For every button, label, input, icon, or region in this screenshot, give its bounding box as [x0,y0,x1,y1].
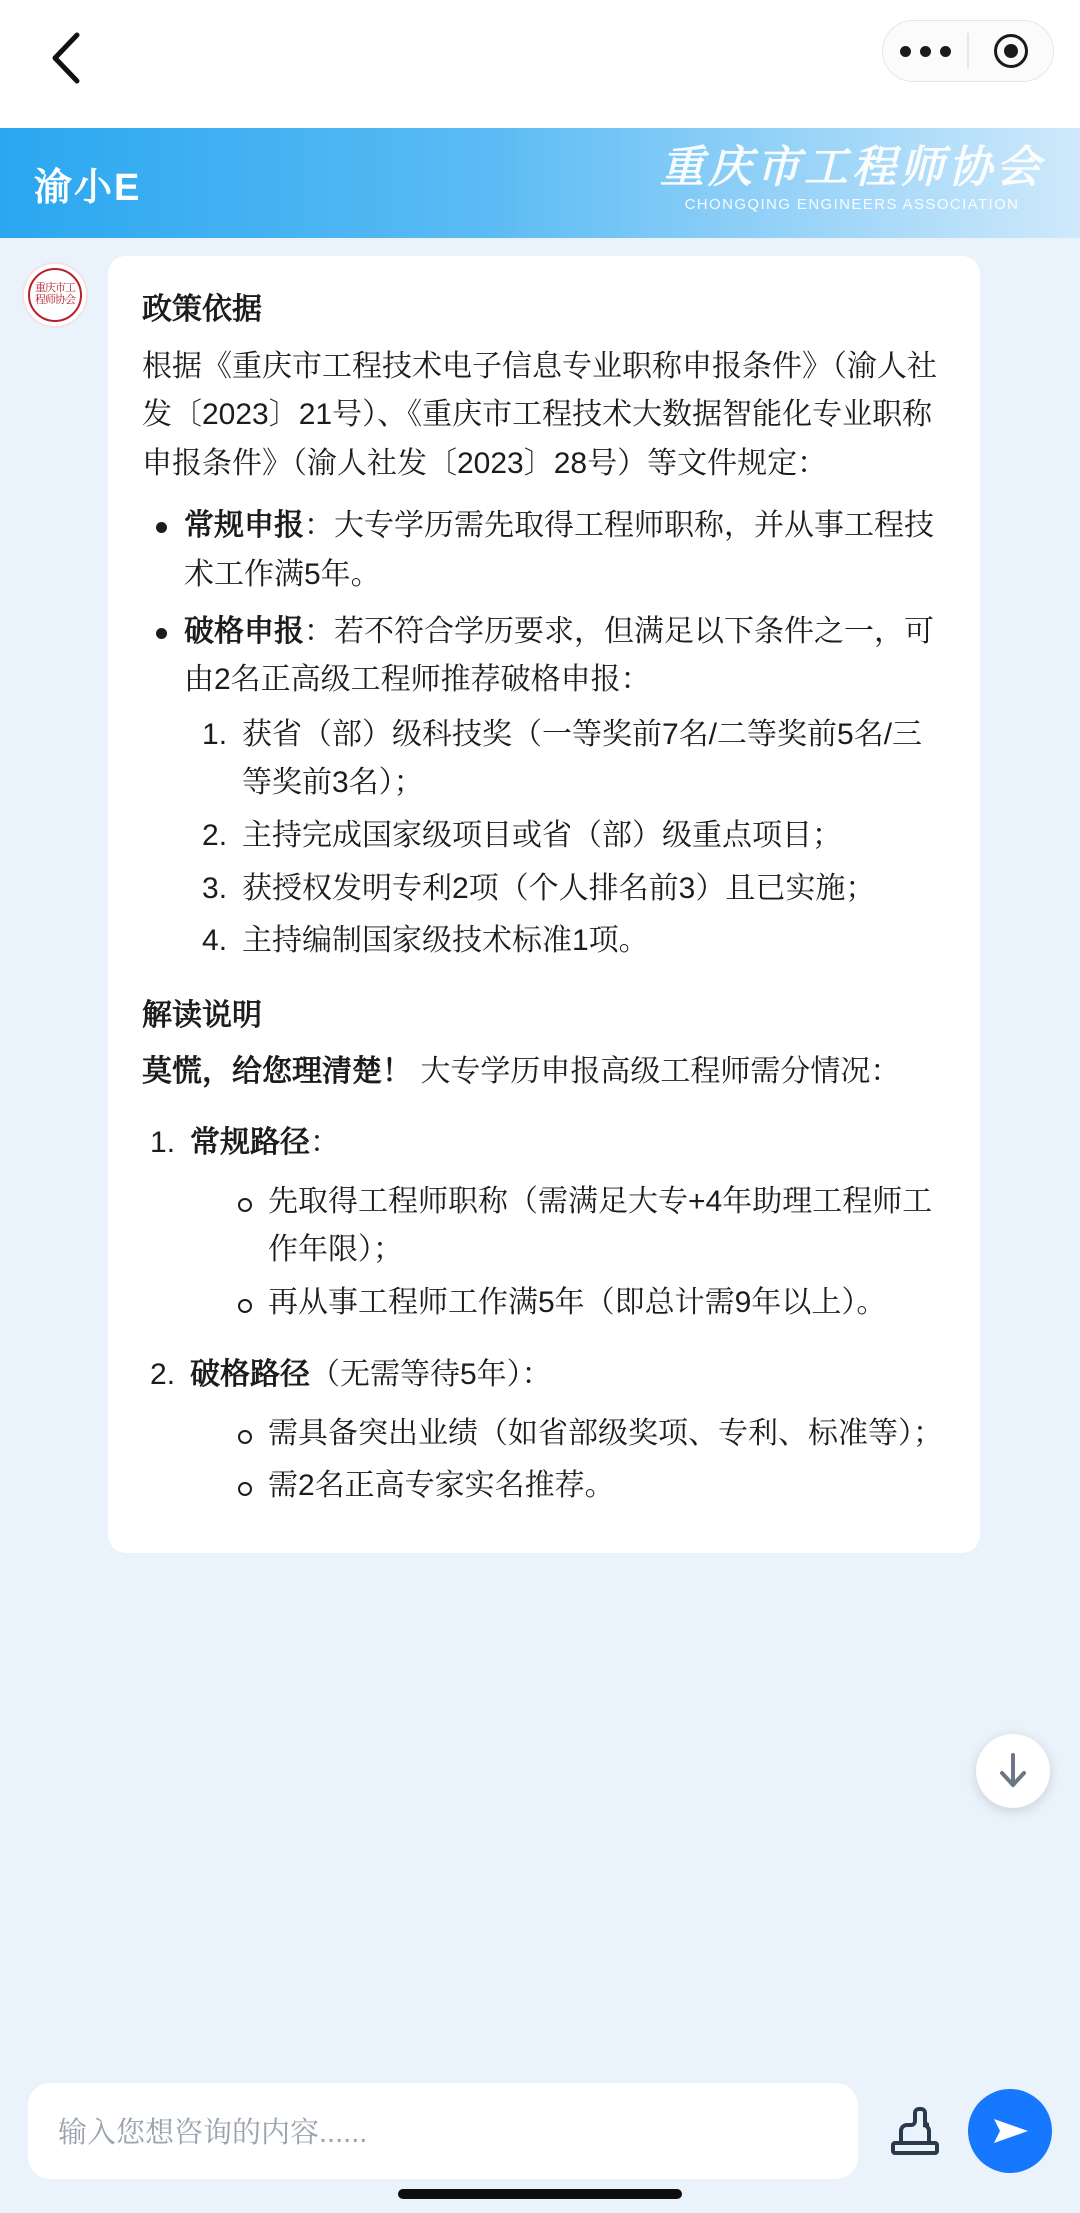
list-item-text: ：大专学历需先取得工程师职称，并从事工程技术工作满5年。 [184,509,934,591]
send-icon [988,2109,1032,2153]
avatar [22,262,88,328]
list-item [142,502,946,599]
assistant-message-bubble [108,256,980,1553]
association-logo [660,144,1044,213]
association-seal-icon: 重庆市工程师协会 [28,268,82,322]
path-subitem-list [190,1410,946,1511]
more-dots-icon [920,46,931,57]
more-dots-icon [900,46,911,57]
interpretation-lead-rest: 大专学历申报高级工程师需分情况： [412,1055,901,1089]
chat-message-area[interactable] [0,238,1080,2048]
list-item: 获授权发明专利2项（个人排名前3）且已实施； [242,871,876,905]
association-logo-cn: 重庆市工程师协会 [660,143,1044,192]
list-item: 需具备突出业绩（如省部级奖项、专利、标准等）； [190,1410,946,1459]
breakthrough-condition-list [184,711,946,966]
home-indicator [398,2189,682,2199]
interpretation-heading: 解读说明 [142,998,262,1032]
list-item [142,608,946,966]
chat-input-field[interactable] [28,2083,858,2179]
path-suffix: ： [310,1125,340,1159]
send-button[interactable] [968,2089,1052,2173]
list-item-label: 常规申报 [184,509,304,543]
app-header-banner [0,128,1080,238]
target-center-dot [1004,44,1018,58]
close-program-button[interactable] [969,34,1053,68]
path-subitem-list [190,1178,946,1328]
chevron-left-icon [49,31,83,85]
app-title: 渝小E [34,166,142,209]
path-list [142,1119,946,1511]
list-item [142,1351,946,1511]
interpretation-lead-bold: 莫慌，给您理清楚！ [142,1055,412,1089]
policy-basis-intro: 根据《重庆市工程技术电子信息专业职称申报条件》（渝人社发〔2023〕21号）、《重庆市工程技术大数据智能化专业职称申报条件》（渝人社发〔2023〕28号）等文件规定： [142,349,937,480]
path-label: 常规路径 [190,1125,310,1159]
target-circle-icon [994,34,1028,68]
assistant-message-row [0,238,1080,1553]
list-item: 需2名正高专家实名推荐。 [190,1462,946,1511]
more-dots-icon [940,46,951,57]
mini-program-capsule [882,20,1054,82]
list-item-label: 破格申报 [184,614,304,648]
list-item: 先取得工程师职称（需满足大专+4年助理工程师工作年限）； [190,1178,946,1275]
application-type-list [142,502,946,965]
more-menu-button[interactable] [883,46,967,57]
list-item: 再从事工程师工作满5年（即总计需9年以上）。 [190,1279,946,1328]
association-logo-en: CHONGQING ENGINEERS ASSOCIATION [684,196,1020,214]
list-item: 主持编制国家级技术标准1项。 [242,924,649,958]
path-suffix: （无需等待5年）： [310,1358,552,1392]
navigation-bar [0,0,1080,128]
back-button[interactable] [38,30,94,86]
path-label: 破格路径 [190,1358,310,1392]
scroll-to-bottom-button[interactable] [976,1734,1050,1808]
interpretation-lead [142,1048,946,1097]
policy-basis-heading: 政策依据 [142,293,262,326]
stamp-icon [887,2103,943,2159]
list-item: 获省（部）级科技奖（一等奖前7名/二等奖前5名/三等奖前3名）； [242,717,923,800]
arrow-down-icon [996,1751,1030,1791]
chat-input-placeholder: 输入您想咨询的内容...... [58,2117,368,2149]
list-item: 主持完成国家级项目或省（部）级重点项目； [242,818,842,852]
list-item-text: ：若不符合学历要求，但满足以下条件之一，可由2名正高级工程师推荐破格申报： [184,614,934,697]
stamp-button[interactable] [884,2100,946,2162]
list-item [142,1119,946,1327]
